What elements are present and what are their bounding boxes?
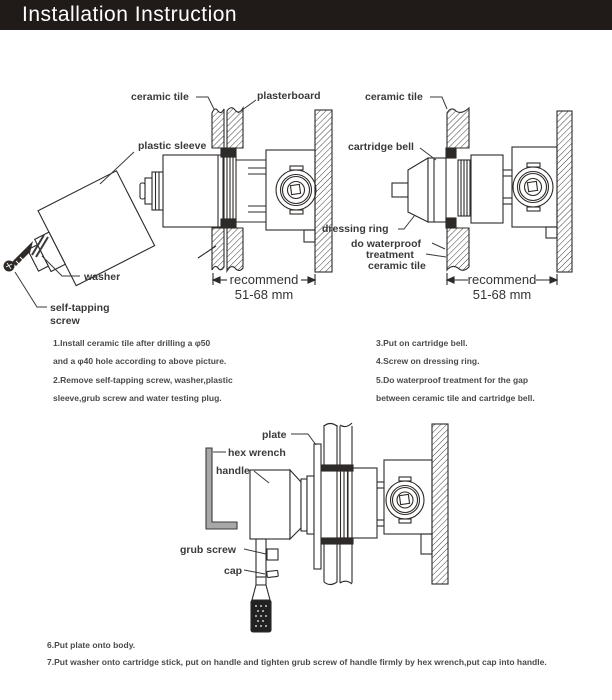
- label-handle: handle: [216, 465, 250, 477]
- instruction-line: sleeve,grub screw and water testing plug.: [53, 393, 222, 404]
- dim-text-range-2: 51-68 mm: [472, 287, 532, 302]
- label-plate: plate: [262, 429, 287, 441]
- dim-text-recommend-2: recommend: [467, 272, 537, 287]
- instruction-line: 7.Put washer onto cartridge stick, put on handle and tighten grub screw of handle firmly by hex wrench,put cap into handle.: [47, 657, 547, 667]
- instructions-left-column: [53, 334, 233, 408]
- plate-drawing: [314, 444, 321, 569]
- diagram-step6-7: [150, 412, 470, 640]
- label-self-tapping: self-tapping: [50, 302, 110, 314]
- instruction-line: 6.Put plate onto body.: [47, 640, 136, 650]
- back-wall-section-3: [432, 424, 448, 584]
- diagram-step3-5: [320, 80, 612, 336]
- instruction-line: 4.Screw on dressing ring.: [376, 356, 480, 367]
- valve-body-drawing-3: [348, 460, 432, 554]
- diagram-step1-2: [0, 80, 345, 336]
- valve-body-drawing: [140, 148, 316, 242]
- instruction-line: between ceramic tile and cartridge bell.: [376, 393, 535, 404]
- dim-text-recommend-1: recommend: [229, 272, 299, 287]
- plasterboard-section: [227, 108, 243, 271]
- instruction-line: 5.Do waterproof treatment for the gap: [376, 374, 529, 385]
- label-screw: screw: [50, 315, 80, 327]
- header-bar: [0, 0, 612, 30]
- hex-wrench-drawing: [206, 448, 237, 529]
- label-ceramic-tile-2: ceramic tile: [365, 91, 423, 103]
- grub-screw-drawing: [267, 549, 278, 560]
- page-title: Installation Instruction: [22, 3, 238, 26]
- label-waterproof-3: ceramic tile: [368, 260, 426, 272]
- label-plastic-sleeve: plastic sleeve: [138, 140, 207, 152]
- label-ceramic-tile-1: ceramic tile: [131, 91, 189, 103]
- label-hex-wrench: hex wrench: [228, 447, 286, 459]
- label-cap: cap: [224, 565, 243, 577]
- instruction-line: 1.Install ceramic tile after drilling a φ50: [53, 338, 211, 348]
- instruction-line: 3.Put on cartridge bell.: [376, 338, 468, 348]
- label-grub-screw: grub screw: [180, 544, 237, 556]
- back-wall-section-2: [557, 111, 572, 272]
- handle-stem-drawing: [251, 539, 278, 632]
- cap-drawing: [267, 570, 279, 577]
- instruction-line: and a φ40 hole according to above picture.: [53, 356, 227, 367]
- instruction-line: 2.Remove self-tapping screw, washer,plastic: [53, 374, 233, 385]
- cartridge-bell-drawing: [392, 148, 470, 228]
- handle-drawing: [250, 470, 314, 539]
- dim-text-range-1: 51-68 mm: [234, 287, 294, 302]
- self-tapping-screw-drawing: [4, 241, 34, 272]
- label-plasterboard: plasterboard: [257, 90, 321, 102]
- instructions-bottom: [47, 637, 547, 671]
- label-cartridge-bell: cartridge bell: [348, 141, 414, 153]
- label-dressing-ring: dressing ring: [322, 223, 389, 235]
- label-waterproof-1: do waterproof: [351, 238, 421, 250]
- valve-body-drawing-2: [471, 147, 557, 238]
- label-washer: washer: [84, 271, 121, 283]
- label-waterproof-2: treatment: [366, 249, 414, 261]
- instructions-right-column: [376, 334, 535, 408]
